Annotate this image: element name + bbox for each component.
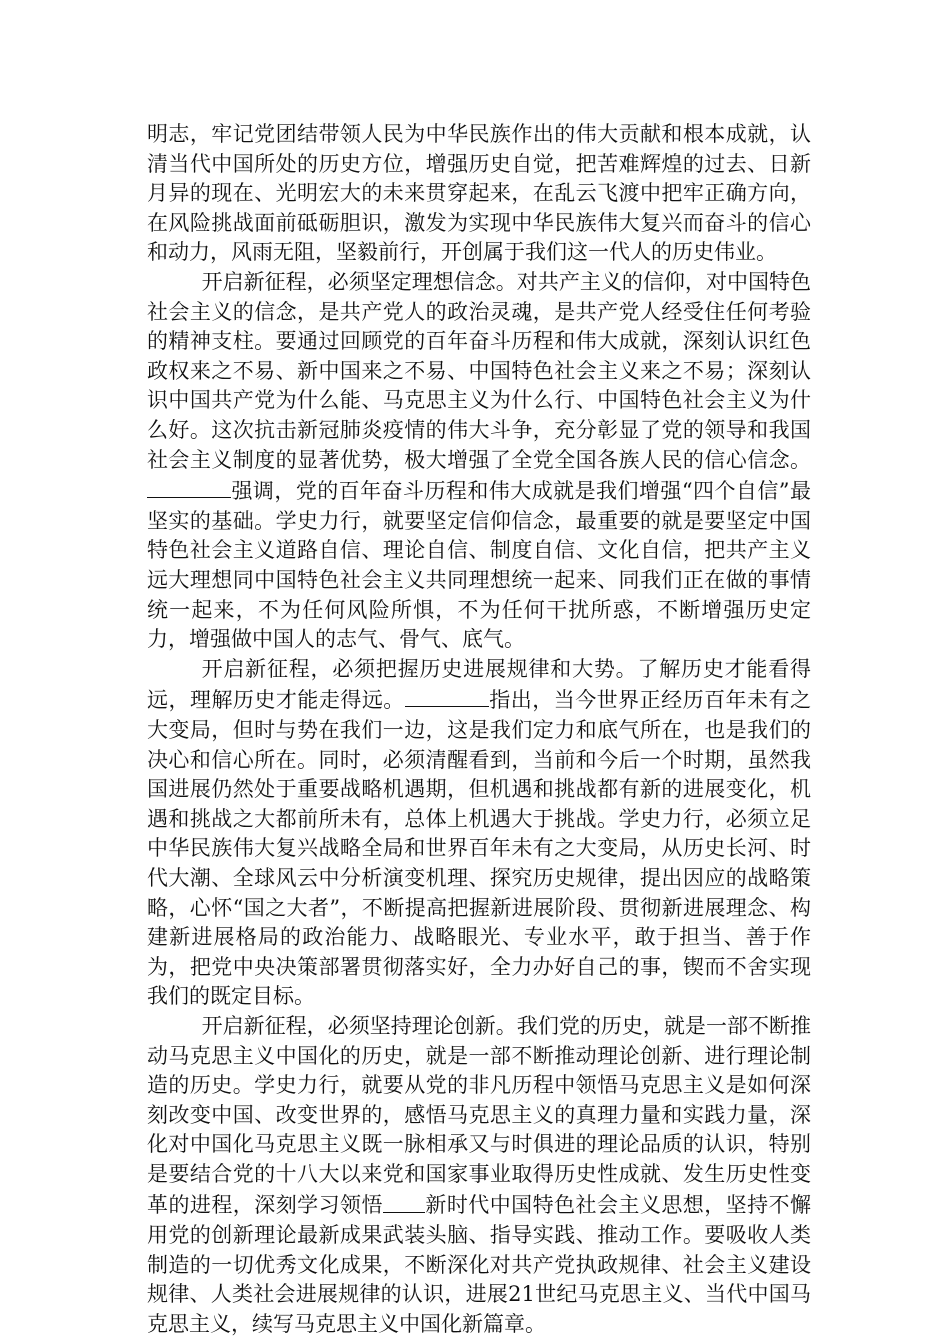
paragraph-4 xyxy=(147,1012,811,1340)
paragraph-2 xyxy=(147,268,811,655)
blank-underline xyxy=(147,475,231,498)
paragraph-text: 明志，牢记党团结带领人民为中华民族作出的伟大贡献和根本成就，认清当代中国所处的历史方位，增强历史自觉，把苦难辉煌的过去、日新月异的现在、光明宏大的未来贯穿起来，在乱云飞渡中把牢正确方向，在风险挑战面前砥砺胆识，激发为实现中华民族伟大复兴而奋斗的信心和动力，风雨无阻，坚毅前行，开创属于我们这一代人的历史伟业。 xyxy=(147,122,811,265)
paragraph-text: 开启新征程，必须坚持理论创新。我们党的历史，就是一部不断推动马克思主义中国化的历史，就是一部不断推动理论创新、进行理论制造的历史。学史力行，就要从党的非凡历程中领悟马克思主义是如何深刻改变中国、改变世界的，感悟马克思主义的真理力量和实践力量，深化对中国化马克思主义既一脉相承又与时俱进的理论品质的认识，特别是要结合党的十八大以来党和国家事业取得历史性成就、发生历史性变革的进程，深刻学习领悟 xyxy=(147,1013,811,1218)
blank-underline xyxy=(405,684,489,707)
document-page xyxy=(147,120,811,1339)
paragraph-text: 指出，当今世界正经历百年未有之大变局，但时与势在我们一边，这是我们定力和底气所在，也是我们的决心和信心所在。同时，必须清醒看到，当前和今后一个时期，虽然我国进展仍然处于重要战略机遇期，但机遇和挑战都有新的进展变化，机遇和挑战之大都前所未有，总体上机遇大于挑战。学史力行，必须立足中华民族伟大复兴战略全局和世界百年未有之大变局，从历史长河、时代大潮、全球风云中分析演变机理、探究历史规律，提出因应的战略策略，心怀“国之大者”，不断提高把握新进展阶段、贯彻新进展理念、构建新进展格局的政治能力、战略眼光、专业水平，敢于担当、善于作为，把党中央决策部署贯彻落实好，全力办好自己的事，锲而不舍实现我们的既定目标。 xyxy=(147,688,812,1009)
paragraph-text: 强调，党的百年奋斗历程和伟大成就是我们增强“四个自信”最坚实的基础。学史力行，就要坚定信仰信念，最重要的就是要坚定中国特色社会主义道路自信、理论自信、制度自信、文化自信，把共产主义远大理想同中国特色社会主义共同理想统一起来、同我们正在做的事情统一起来，不为任何风险所惧，不为任何干扰所惑，不断增强历史定力，增强做中国人的志气、骨气、底气。 xyxy=(147,479,811,652)
paragraph-3 xyxy=(147,655,811,1012)
paragraph-text: 新时代中国特色社会主义思想，坚持不懈用党的创新理论最新成果武装头脑、指导实践、推动工作。要吸收人类制造的一切优秀文化成果，不断深化对共产党执政规律、社会主义建设规律、人类社会进展规律的认识，进展21世纪马克思主义、当代中国马克思主义，续写马克思主义中国化新篇章。 xyxy=(147,1193,812,1336)
paragraph-text: 开启新征程，必须把握历史进展规律和大势。了解历史才能看得远，理解历史才能走得远。 xyxy=(147,656,811,713)
paragraph-text: 开启新征程，必须坚定理想信念。对共产主义的信仰，对中国特色社会主义的信念，是共产党人的政治灵魂，是共产党人经受住任何考验的精神支柱。要通过回顾党的百年奋斗历程和伟大成就，深刻认识红色政权来之不易、新中国来之不易、中国特色社会主义来之不易；深刻认识中国共产党为什么能、马克思主义为什么行、中国特色社会主义为什么好。这次抗击新冠肺炎疫情的伟大斗争，充分彰显了党的领导和我国社会主义制度的显著优势，极大增强了全党全国各族人民的信心信念。 xyxy=(147,269,811,472)
paragraph-1 xyxy=(147,120,811,268)
blank-underline xyxy=(383,1189,425,1212)
